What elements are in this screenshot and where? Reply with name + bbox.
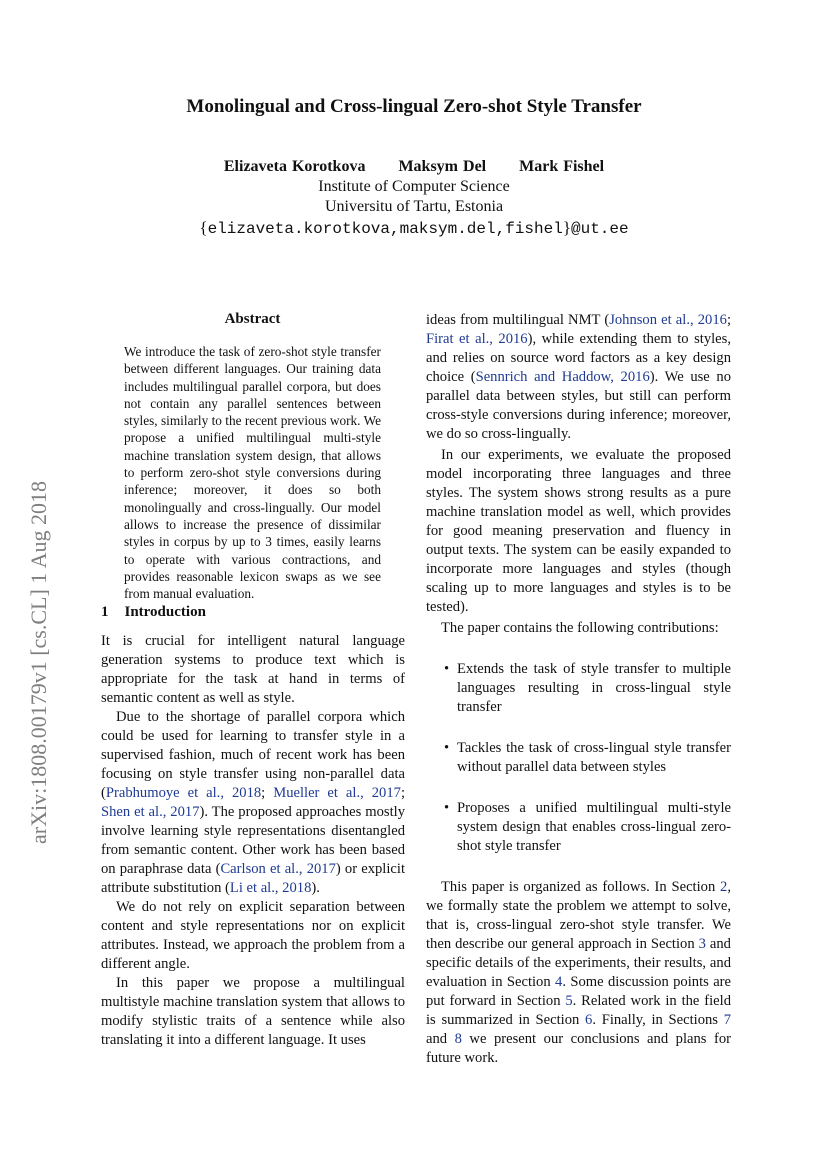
section-ref-link[interactable]: 7 [723,1012,731,1028]
section-title: Introduction [124,604,206,620]
intro-paragraph-1: It is crucial for intelligent natural language generation systems to produce text which is appropriate for the task at hand in terms of semantic content as well as style. [101,633,405,706]
intro-paragraph-8: This paper is organized as follows. In Section 2, we formally state the problem we attempt to solve, that is, cross-lingual zero-shot style transfer. We then describe our general approach in Section 3 and specific details of the experiments, their results, and evaluation in Section 4. Some discussion points are put forward in Section 5. Related work in the field is summarized in Section 6. Finally, in Sections 7 and 8 we present our conclusions and plans for future work. [426,879,732,1066]
citation-link[interactable]: Johnson et al., 2016 [609,312,727,328]
author-list [0,158,828,176]
email-domain: @ut.ee [571,220,629,238]
abstract-text: We introduce the task of zero-shot style transfer between different languages. Our training data includes multilingual parallel corpora, but does not contain any parallel sentences between styles, similarly to the recent previous work. We propose a unified multilingual multi-style machine translation system design, that allows to perform zero-shot style conversions during inference; moreover, it does so both monolingually and cross-lingually. Our model allows to increase the presence of dissimilar styles in corpus by up to 3 times, easily learns to operate with various contractions, and provides reasonable lexicon swaps as we see from manual evaluation. [124,344,381,602]
intro-paragraph-6: In our experiments, we evaluate the proposed model incorporating three languages and three styles. The system shows strong results as a pure machine translation model as well, which provides for good meaning preservation and fluency in output texts. The system can be easily expanded to incorporate more languages and styles (though scaling up to more languages and styles is to be tested). [426,447,731,615]
contribution-list [426,660,731,856]
bullet-icon: • [444,740,450,756]
email-names: elizaveta.korotkova,maksym.del,fishel [207,220,563,238]
intro-paragraph-7: The paper contains the following contributions: [441,620,719,636]
list-item: • Tackles the task of cross-lingual style transfer without parallel data between styles [444,740,731,775]
citation-link[interactable]: Shen et al., 2017 [101,804,200,820]
section-heading [101,604,206,621]
arxiv-stamp [26,364,50,844]
list-item: • Proposes a unified multilingual multi-style system design that enables cross-lingual zero-shot style transfer [444,800,731,854]
affiliation-university: Universitu of Tartu, Estonia [324,198,504,215]
list-item: • Extends the task of style transfer to multiple languages resulting in cross-lingual style transfer [444,661,731,715]
abstract-heading: Abstract [224,311,281,327]
section-ref-link[interactable]: 8 [454,1031,462,1047]
right-column [426,311,731,1068]
citation-link[interactable]: Firat et al., 2016 [426,331,528,347]
author-name: Maksym Del [398,158,487,175]
author-name: Mark Fishel [519,158,605,175]
citation-link[interactable]: Li et al., 2018 [229,880,312,896]
affiliation-institute: Institute of Computer Science [318,178,510,195]
intro-paragraph-5: ideas from multilingual NMT (Johnson et al., 2016; Firat et al., 2016), while extending them to styles, and relies on source word factors as a key design choice (Sennrich and Haddow, 2016). We use no parallel data between styles, but still can perform cross-style conversions during inference; moreover, we do so cross-lingually. [426,312,732,442]
section-ref-link[interactable]: 3 [698,936,706,952]
citation-link[interactable]: Sennrich and Haddow, 2016 [475,369,650,385]
section-ref-link[interactable]: 5 [565,993,573,1009]
citation-link[interactable]: Mueller et al., 2017 [273,785,401,801]
paper-title: Monolingual and Cross-lingual Zero-shot Style Transfer [186,96,642,117]
citation-link[interactable]: Prabhumoye et al., 2018 [105,785,262,801]
author-emails: {elizaveta.korotkova,maksym.del,fishel}@ut.ee [199,218,629,238]
intro-paragraph-3: We do not rely on explicit separation between content and style representations nor on explicit attributes. Instead, we approach the problem from a different angle. [101,899,405,972]
author-name: Elizaveta Korotkova [223,158,366,175]
citation-link[interactable]: Carlson et al., 2017 [220,861,336,877]
arxiv-id: arXiv:1808.00179v1 [cs.CL] 1 Aug 2018 [26,481,51,844]
section-ref-link[interactable]: 4 [555,974,563,990]
section-ref-link[interactable]: 6 [585,1012,593,1028]
intro-paragraph-2: Due to the shortage of parallel corpora which could be used for learning to transfer style in a supervised fashion, much of recent work has been focusing on style transfer using non-parallel data (Prabhumoye et al., 2018; Mueller et al., 2017; Shen et al., 2017). The proposed approaches mostly involve learning style representations disentangled from semantic content. Other work has been based on paraphrase data (Carlson et al., 2017) or explicit attribute substitution (Li et al., 2018). [101,709,405,896]
bullet-icon: • [444,800,450,816]
intro-paragraph-4: In this paper we propose a multilingual multistyle machine translation system that allows to modify stylistic traits of a sentence while also translating it into a different language. It uses [101,975,405,1048]
left-column [101,632,405,1050]
section-ref-link[interactable]: 2 [720,879,728,895]
bullet-icon: • [444,661,450,677]
section-number: 1 [101,604,109,620]
